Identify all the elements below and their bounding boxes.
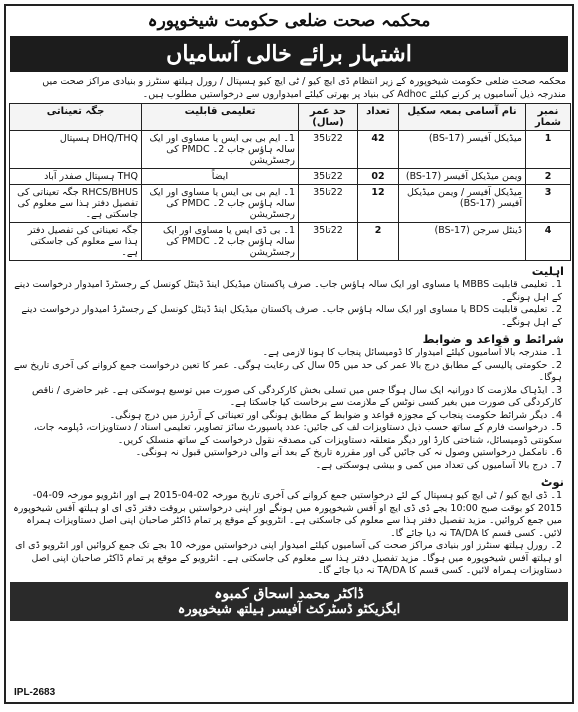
rule-item: 5۔ درخواست فارم کے ساتھ حسب ذیل دستاویزات لف کی جائیں: عدد پاسپورٹ سائز تصاویر، تعلیمی اسناد / دستاویزات، ڈپلومہ جات، سکونتی ڈومیسائل، شناختی کارڈ اور دیگر متعلقہ دستاویزات کی مصدقہ نقول درخواست کے ساتھ منسلک کریں۔	[33, 422, 562, 446]
header-qualification: تعلیمی قابلیت	[142, 104, 299, 131]
ipl-code: IPL-2683	[14, 687, 56, 698]
eligibility-title: اہلیت	[531, 264, 564, 278]
row-sr: 4	[526, 223, 571, 261]
signature-block	[10, 582, 568, 621]
row-age: 22تا35	[299, 169, 358, 185]
row-age: 22تا35	[299, 131, 358, 169]
note-item: 2۔ رورل ہیلتھ سنٹرز اور بنیادی مراکز صحت کی آسامیوں کیلئے امیدوار اپنی درخواستیں مورخہ 10 بجے تک جمع کروائیں اور انٹرویو ڈی ای او ہیلتھ آفس شیخوپورہ میں ہوگا۔ مزید تفصیل دفتر ہذا سے معلوم کی جاسکتی ہے۔ انٹرویو کے موقع پر تمام ڈاکٹر صاحبان اپنی اصل دستاویزات ہمراہ لائیں۔ کسی قسم کا TA/DA نہ دیا جائے گا۔	[15, 540, 562, 576]
rule-item: 3۔ ایڈہاک ملازمت کا دورانیہ ایک سال ہوگا جس میں تسلی بخش کارکردگی کی صورت میں توسیع ہوسکتی ہے۔ غیر حاضری / ناقص کارکردگی کی صورت میں بغیر کسی نوٹس کے ملازمت سے برخاست کیا جاسکتا ہے۔	[32, 384, 562, 408]
note-item: 1۔ ڈی ایچ کیو / ٹی ایچ کیو ہسپتال کے لئے درخواستیں جمع کروانے کی آخری تاریخ مورخہ 02-04-2015 ہے اور انٹرویو مورخہ 09-04-2015 کو بوقت صبح 10:00 بجے ڈی ڈی ایچ او آفس شیخوپورہ میں ہونگے اور اپنی درخواستیں بروقت دفتر ڈی ای او ہیلتھ آفس شیخوپورہ میں جمع کروائیں۔ مزید تفصیل دفتر ہذا سے معلوم کی جاسکتی ہے۔ انٹرویو کے موقع پر تمام ڈاکٹر صاحبان اپنی اصل دستاویزات ہمراہ لائیں۔ کسی قسم کا TA/DA نہ دیا جائے گا۔	[13, 490, 562, 539]
rule-item: 2۔ حکومتی پالیسی کے مطابق درج بالا عمر کی حد میں 05 سال کی رعایت ہوگی۔ عمر کا تعین درخواست جمع کروانے کی آخری تاریخ سے ہوگا۔	[13, 359, 562, 383]
row-count: 2	[358, 223, 399, 261]
header-post: نام آسامی بمعہ سکیل	[399, 104, 526, 131]
header-count: تعداد	[358, 104, 399, 131]
eligibility-item: 2۔ تعلیمی قابلیت BDS یا مساوی اور ایک سالہ ہاؤس جاب۔ صرف پاکستان میڈیکل اینڈ ڈینٹل کونسل کے رجسٹرڈ امیدوار درخواست دینے کے اہل ہونگے۔	[21, 304, 562, 328]
row-place: DHQ/THQ ہسپتال	[10, 131, 142, 169]
table-row	[10, 131, 571, 169]
table-row	[10, 223, 571, 261]
rule-item: 1۔ مندرجہ بالا آسامیوں کیلئے امیدوار کا ڈومیسائل پنجاب کا ہونا لازمی ہے۔	[262, 347, 562, 358]
row-post: ویمن میڈیکل آفیسر (BS-17)	[399, 169, 526, 185]
table-header-row	[10, 104, 571, 131]
row-qualification: ایضاً	[142, 169, 299, 185]
row-sr: 2	[526, 169, 571, 185]
signatory-designation: ایگزیکٹو ڈسٹرکٹ آفیسر ہیلتھ شیخوپورہ	[177, 601, 401, 617]
department-header: محکمہ صحت ضلعی حکومت شیخوپورہ	[147, 11, 431, 31]
row-sr: 3	[526, 185, 571, 223]
row-count: 12	[358, 185, 399, 223]
row-age: 22تا35	[299, 185, 358, 223]
header-age: حد عمر (سال)	[299, 104, 358, 131]
row-qualification: 1۔ ایم بی بی ایس یا مساوی اور ایک سالہ ہاؤس جاب 2۔ PMDC کی رجسٹریشن	[142, 185, 299, 223]
advertisement-page	[4, 4, 574, 704]
row-place: THQ ہسپتال صفدر آباد	[10, 169, 142, 185]
rules-title: شرائط و قواعد و ضوابط	[422, 332, 564, 346]
table-row	[10, 185, 571, 223]
row-place: جگہ تعیناتی کی تفصیل دفتر ہذا سے معلوم کی جاسکتی ہے۔	[10, 223, 142, 261]
eligibility-item: 1۔ تعلیمی قابلیت MBBS یا مساوی اور ایک سالہ ہاؤس جاب۔ صرف پاکستان میڈیکل اینڈ ڈینٹل کونسل کے رجسٹرڈ امیدوار درخواست دینے کے اہل ہونگے۔	[14, 279, 562, 303]
header-place: جگہ تعیناتی	[10, 104, 142, 131]
rule-item: 4۔ دیگر شرائط حکومت پنجاب کے مجوزہ قواعد و ضوابط کے مطابق ہونگی اور تعیناتی کے آرڈرز میں درج ہونگی۔	[109, 409, 562, 421]
advertisement-title: اشتہار برائے خالی آسامیاں	[10, 36, 568, 72]
intro-paragraph: محکمہ صحت ضلعی حکومت شیخوپورہ کے زیر انتظام ڈی ایچ کیو / ٹی ایچ کیو ہسپتال / رورل ہیلتھ سنٹرز و بنیادی مراکز صحت میں مندرجہ ذیل آسامیوں پر کرنے کیلئے Adhoc کی بنیاد پر بھرتی کیلئے امیدواروں سے درخواستیں مطلوب ہیں۔	[42, 76, 566, 100]
table-row	[10, 169, 571, 185]
row-sr: 1	[526, 131, 571, 169]
rule-item: 7۔ درج بالا آسامیوں کی تعداد میں کمی و بیشی ہوسکتی ہے۔	[315, 459, 562, 471]
row-post: میڈیکل آفیسر (BS-17)	[399, 131, 526, 169]
note-title: نوٹ	[540, 475, 564, 489]
rule-item: 6۔ نامکمل درخواستیں وصول نہ کی جائیں گی اور مقررہ تاریخ کے بعد آنے والی درخواستیں قبول نہ ہونگی۔	[135, 447, 562, 458]
row-count: 02	[358, 169, 399, 185]
row-qualification: 1۔ ایم بی بی ایس یا مساوی اور ایک سالہ ہاؤس جاب 2۔ PMDC کی رجسٹریشن	[142, 131, 299, 169]
row-qualification: 1۔ بی ڈی ایس یا مساوی اور ایک سالہ ہاؤس جاب 2۔ PMDC کی رجسٹریشن	[142, 223, 299, 261]
row-post: میڈیکل آفیسر / ویمن میڈیکل آفیسر (BS-17)	[399, 185, 526, 223]
row-age: 22تا35	[299, 223, 358, 261]
signatory-name: ڈاکٹر محمد اسحاق کمبوہ	[214, 585, 364, 602]
header-sr: نمبر شمار	[526, 104, 571, 131]
row-post: ڈینٹل سرجن (BS-17)	[399, 223, 526, 261]
vacancies-table	[9, 103, 571, 261]
row-count: 42	[358, 131, 399, 169]
row-place: RHCS/BHUS جگہ تعیناتی کی تفصیل دفتر ہذا سے معلوم کی جاسکتی ہے۔	[10, 185, 142, 223]
